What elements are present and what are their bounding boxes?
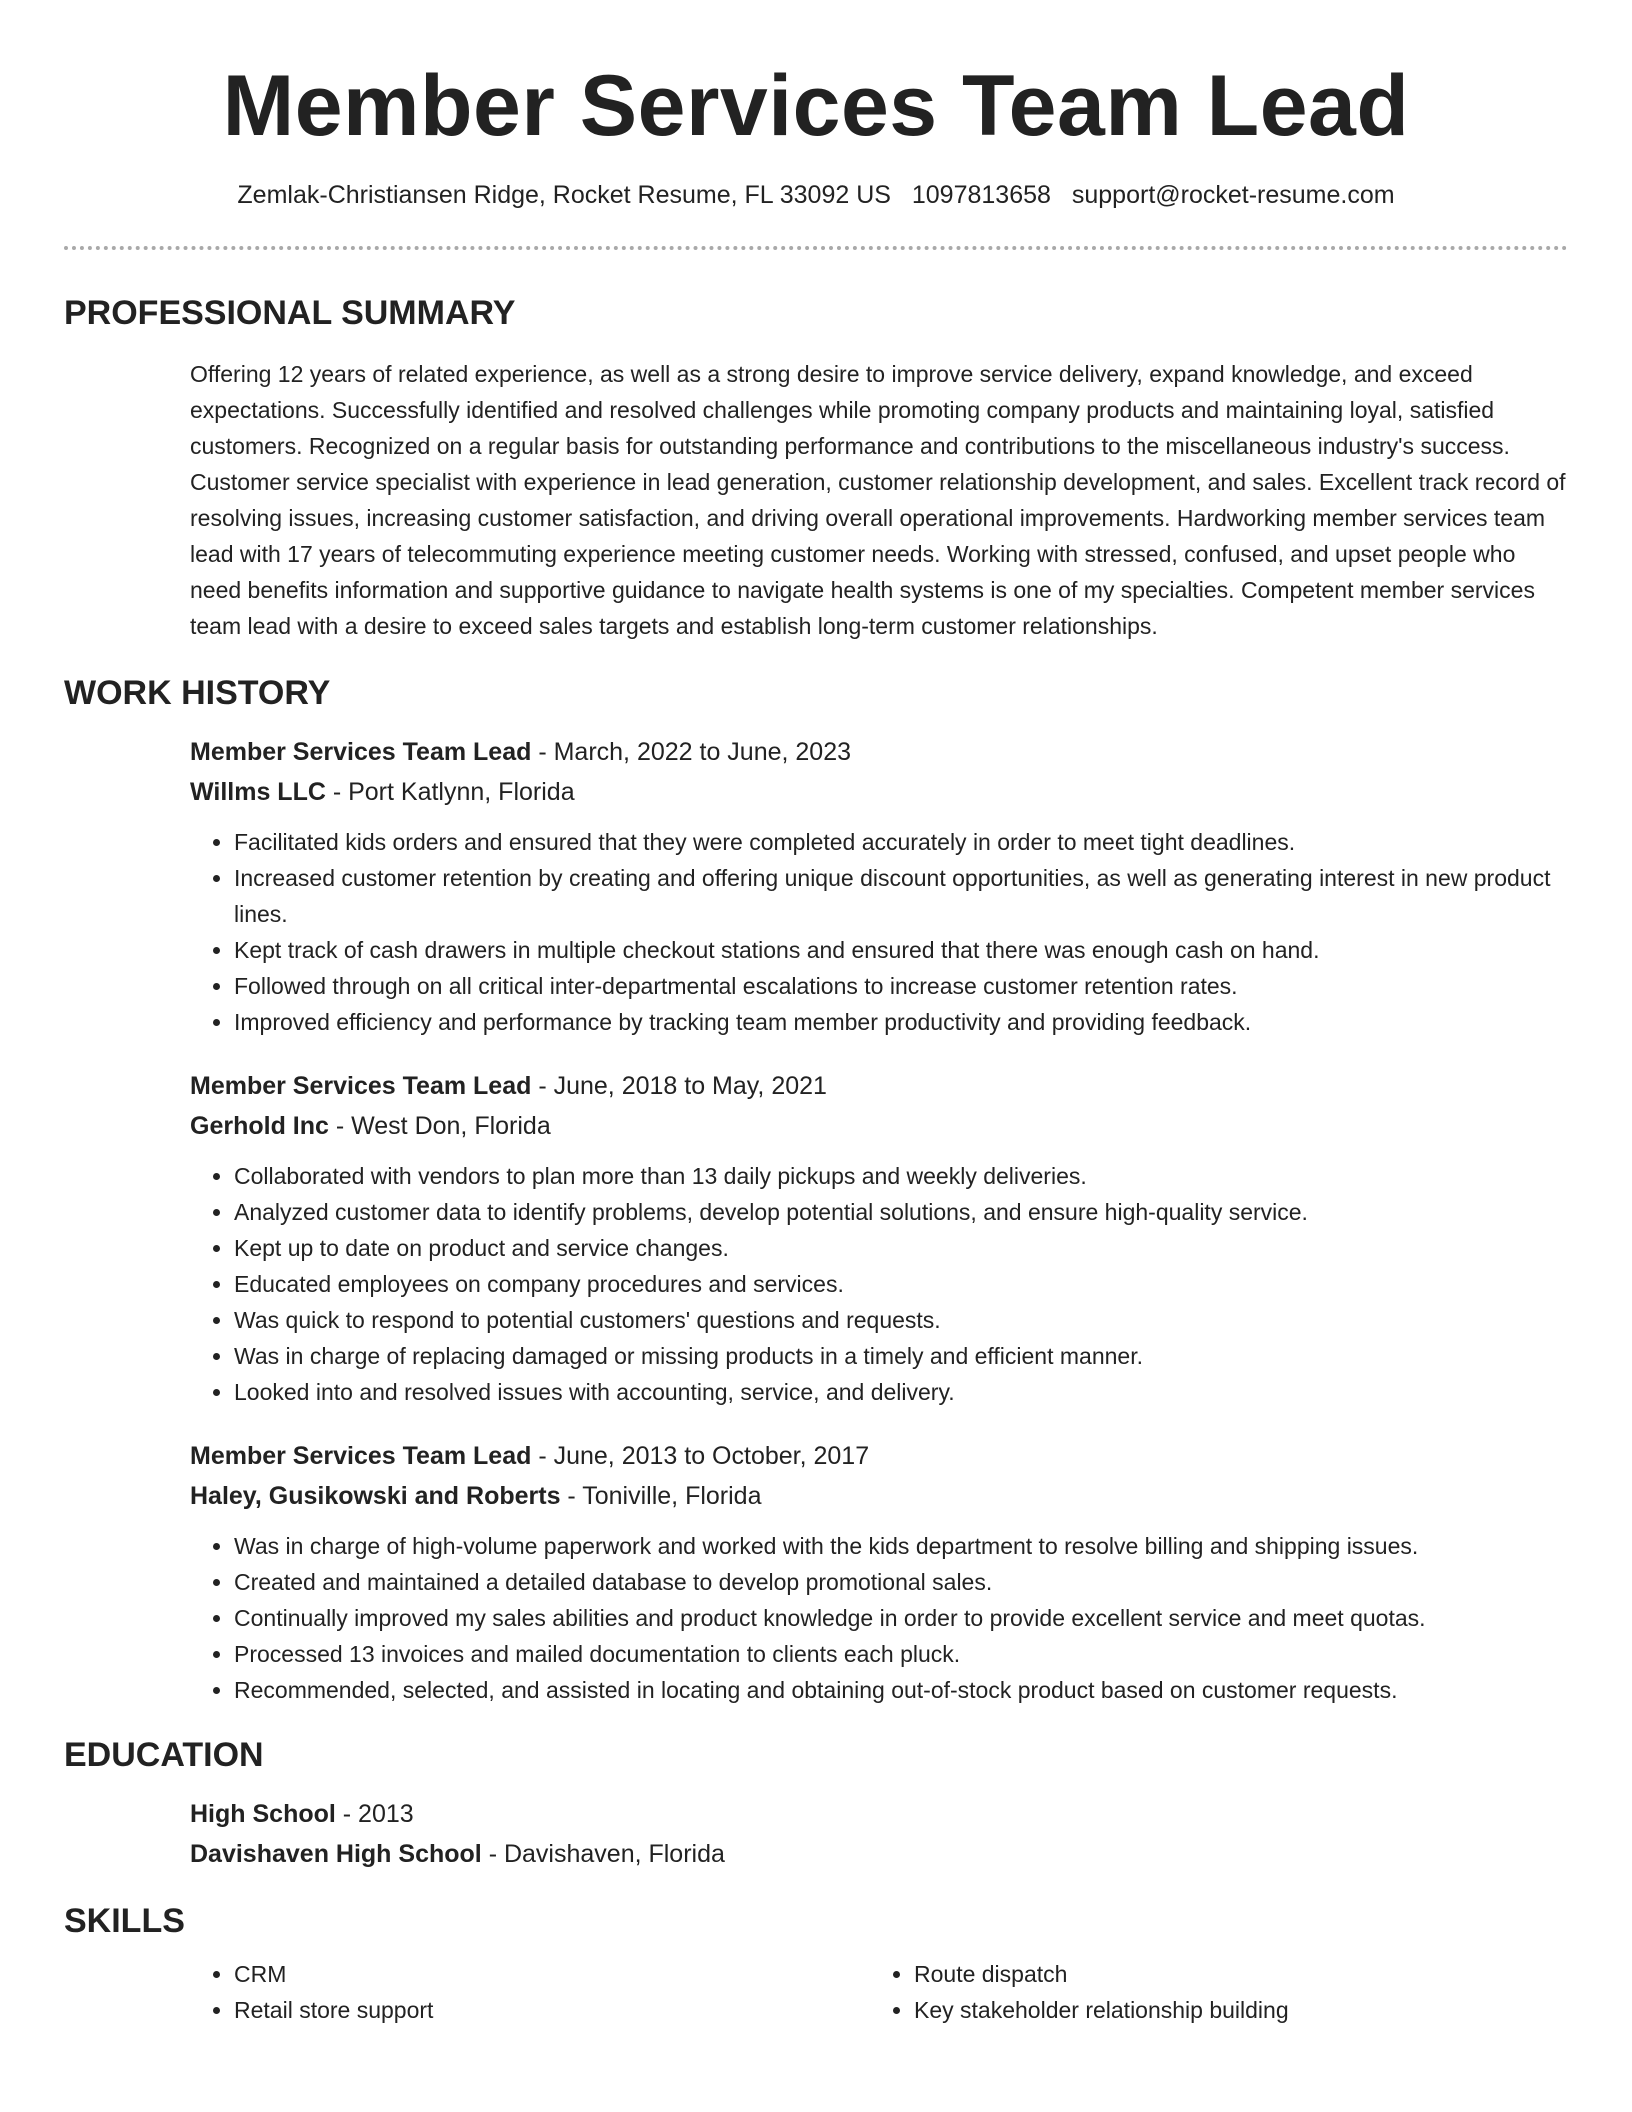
job-duty: • Was in charge of replacing damaged or missing products in a timely and efficient manner. [234,1338,1568,1374]
job-duties [190,824,1568,1040]
education-degree-line [190,1794,1568,1834]
job-duty: • Followed through on all critical inter-departmental escalations to increase customer retention rates. [234,968,1568,1004]
education-year: - 2013 [335,1800,414,1828]
contact-email: support@rocket-resume.com [1071,181,1395,209]
skills-column-left [190,1956,870,2028]
job-duty: • Facilitated kids orders and ensured that they were completed accurately in order to meet tight deadlines. [234,824,1568,860]
job-duty: • Educated employees on company procedures and services. [234,1266,1568,1302]
skills-list-left [190,1956,870,2028]
job-entry [190,1066,1568,1410]
education-section [190,1794,1568,1874]
job-duty: • Continually improved my sales abilities and product knowledge in order to provide excellent service and meet quotas. [234,1600,1568,1636]
job-duty: • Created and maintained a detailed database to develop promotional sales. [234,1564,1568,1600]
job-location: - Toniville, Florida [560,1482,762,1510]
contact-line [64,178,1568,212]
contact-phone: 1097813658 [911,181,1051,209]
skill-item: • CRM [234,1956,870,1992]
work-history-section [190,732,1568,1708]
skills-list-right [870,1956,1550,2028]
job-company-line [190,772,1568,812]
skill-item: • Key stakeholder relationship building [914,1992,1550,2028]
header-divider [64,246,1568,250]
education-location: - Davishaven, Florida [481,1840,725,1868]
job-company-line [190,1476,1568,1516]
job-role: Member Services Team Lead [190,1072,532,1100]
job-location: - West Don, Florida [328,1112,551,1140]
job-company: Gerhold Inc [190,1112,329,1140]
job-dates: - March, 2022 to June, 2023 [531,738,852,766]
work-history-heading: WORK HISTORY [64,674,331,712]
contact-address: Zemlak-Christiansen Ridge, Rocket Resume, FL 33092 US [237,181,891,209]
job-duty: • Processed 13 invoices and mailed documentation to clients each pluck. [234,1636,1568,1672]
job-entry [190,732,1568,1040]
skills-columns [190,1956,1568,2028]
job-company: Willms LLC [190,778,326,806]
job-duty: • Improved efficiency and performance by tracking team member productivity and providing feedback. [234,1004,1568,1040]
job-dates: - June, 2013 to October, 2017 [531,1442,870,1470]
education-degree: High School [190,1800,336,1828]
job-duty: • Analyzed customer data to identify problems, develop potential solutions, and ensure high-quality service. [234,1194,1568,1230]
job-duty: • Was in charge of high-volume paperwork and worked with the kids department to resolve billing and shipping issues. [234,1528,1568,1564]
job-dates: - June, 2018 to May, 2021 [531,1072,827,1100]
education-heading: EDUCATION [64,1736,264,1774]
job-role: Member Services Team Lead [190,1442,532,1470]
job-duty: • Collaborated with vendors to plan more than 13 daily pickups and weekly deliveries. [234,1158,1568,1194]
education-school-line [190,1834,1568,1874]
job-duties [190,1158,1568,1410]
education-school: Davishaven High School [190,1840,482,1868]
skills-section [190,1956,1568,2028]
job-title-line [190,1436,1568,1476]
job-company-line [190,1106,1568,1146]
resume-page [64,0,1568,2028]
job-duty: • Kept up to date on product and service changes. [234,1230,1568,1266]
job-role: Member Services Team Lead [190,738,532,766]
job-duty: • Looked into and resolved issues with accounting, service, and delivery. [234,1374,1568,1410]
skill-item: • Route dispatch [914,1956,1550,1992]
job-company: Haley, Gusikowski and Roberts [190,1482,561,1510]
skills-column-right [870,1956,1550,2028]
job-title-line [190,1066,1568,1106]
job-duty: • Was quick to respond to potential customers' questions and requests. [234,1302,1568,1338]
summary-text: Offering 12 years of related experience, as well as a strong desire to improve service delivery, expand knowledge, and exceed expectations. Successfully identified and resolved challenges while promoting company products and maintaining loyal, satisfied customers. Recognized on a regular basis for outstanding performance and contributions to the miscellaneous industry's success. Customer service specialist with experience in lead generation, customer relationship development, and sales. Excellent track record of resolving issues, increasing customer satisfaction, and driving overall operational improvements. Hardworking member services team lead with 17 years of telecommuting experience meeting customer needs. Working with stressed, confused, and upset people who need benefits information and supportive guidance to navigate health systems is one of my specialties. Competent member services team lead with a desire to exceed sales targets and establish long-term customer relationships. [190,361,1566,639]
summary-heading: PROFESSIONAL SUMMARY [64,294,516,332]
skills-heading: SKILLS [64,1902,185,1940]
job-location: - Port Katlynn, Florida [325,778,575,806]
job-duty: • Kept track of cash drawers in multiple checkout stations and ensured that there was enough cash on hand. [234,932,1568,968]
job-duty: • Recommended, selected, and assisted in locating and obtaining out-of-stock product based on customer requests. [234,1672,1568,1708]
job-title-line [190,732,1568,772]
skill-item: • Retail store support [234,1992,870,2028]
job-duty: • Increased customer retention by creating and offering unique discount opportunities, as well as generating interest in new product lines. [234,860,1568,932]
candidate-name: Member Services Team Lead [222,58,1410,154]
summary-section [190,356,1568,644]
job-entry [190,1436,1568,1708]
job-duties [190,1528,1568,1708]
